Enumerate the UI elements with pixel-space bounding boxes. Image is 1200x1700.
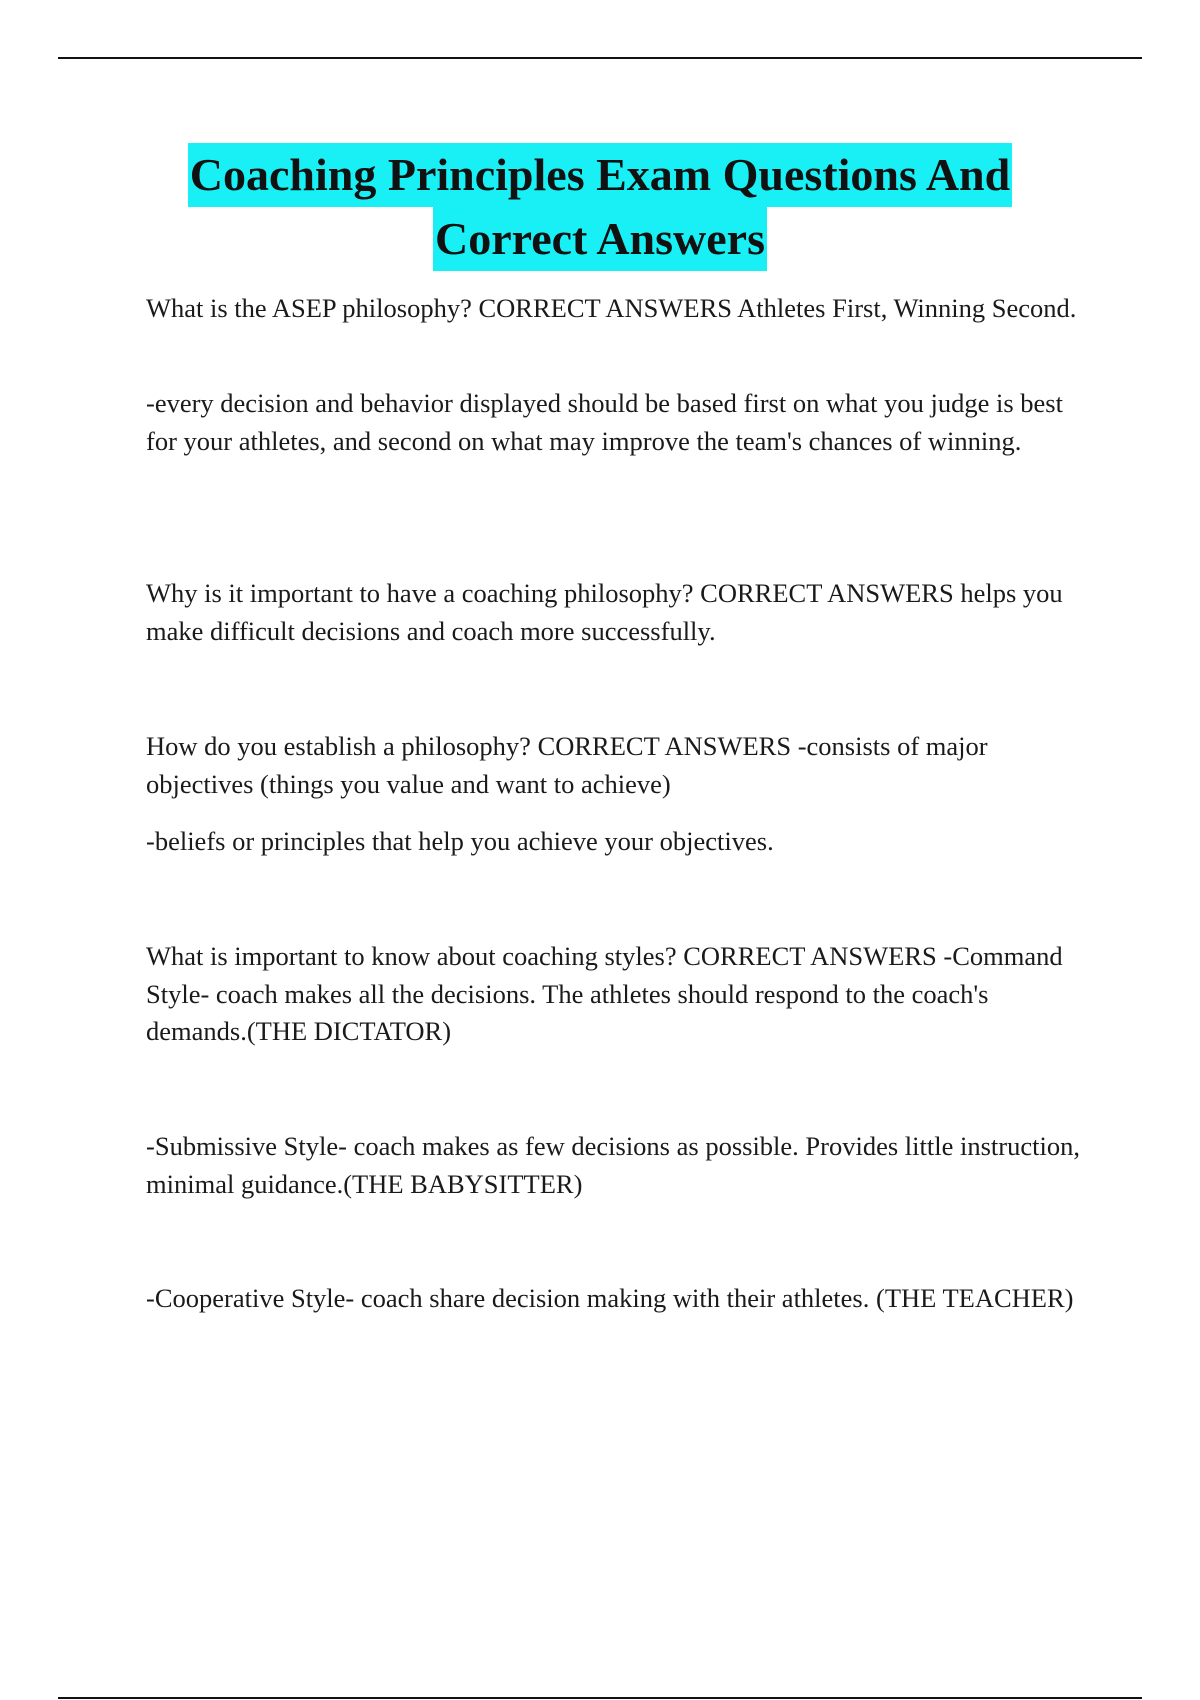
answer-cooperative-style: -Cooperative Style- coach share decision making with their athletes. (THE TEACHER): [146, 1283, 1074, 1313]
top-rule: [58, 57, 1142, 59]
question-establish-philosophy: How do you establish a philosophy? CORRECT ANSWERS -consists of major objectives (things you value and want to achieve): [146, 731, 988, 799]
question-coaching-styles: What is important to know about coaching styles? CORRECT ANSWERS -Command Style- coach makes all the decisions. The athletes should respond to the coach's demands.(THE DICTATOR): [146, 941, 1063, 1046]
bottom-rule: [58, 1697, 1142, 1699]
question-asep-philosophy: What is the ASEP philosophy? CORRECT ANSWERS Athletes First, Winning Second.: [146, 293, 1077, 323]
answer-submissive-style: -Submissive Style- coach makes as few decisions as possible. Provides little instruction, minimal guidance.(THE BABYSITTER): [146, 1131, 1080, 1199]
answer-asep-detail: -every decision and behavior displayed should be based first on what you judge is best for your athletes, and second on what may improve the team's chances of winning.: [146, 388, 1063, 456]
title-line-2: Correct Answers: [433, 207, 767, 271]
document-title: [120, 143, 1080, 271]
title-line-1: Coaching Principles Exam Questions And: [188, 143, 1012, 207]
answer-beliefs-principles: -beliefs or principles that help you achieve your objectives.: [146, 826, 774, 856]
question-why-philosophy: Why is it important to have a coaching philosophy? CORRECT ANSWERS helps you make difficult decisions and coach more successfully.: [146, 578, 1063, 646]
